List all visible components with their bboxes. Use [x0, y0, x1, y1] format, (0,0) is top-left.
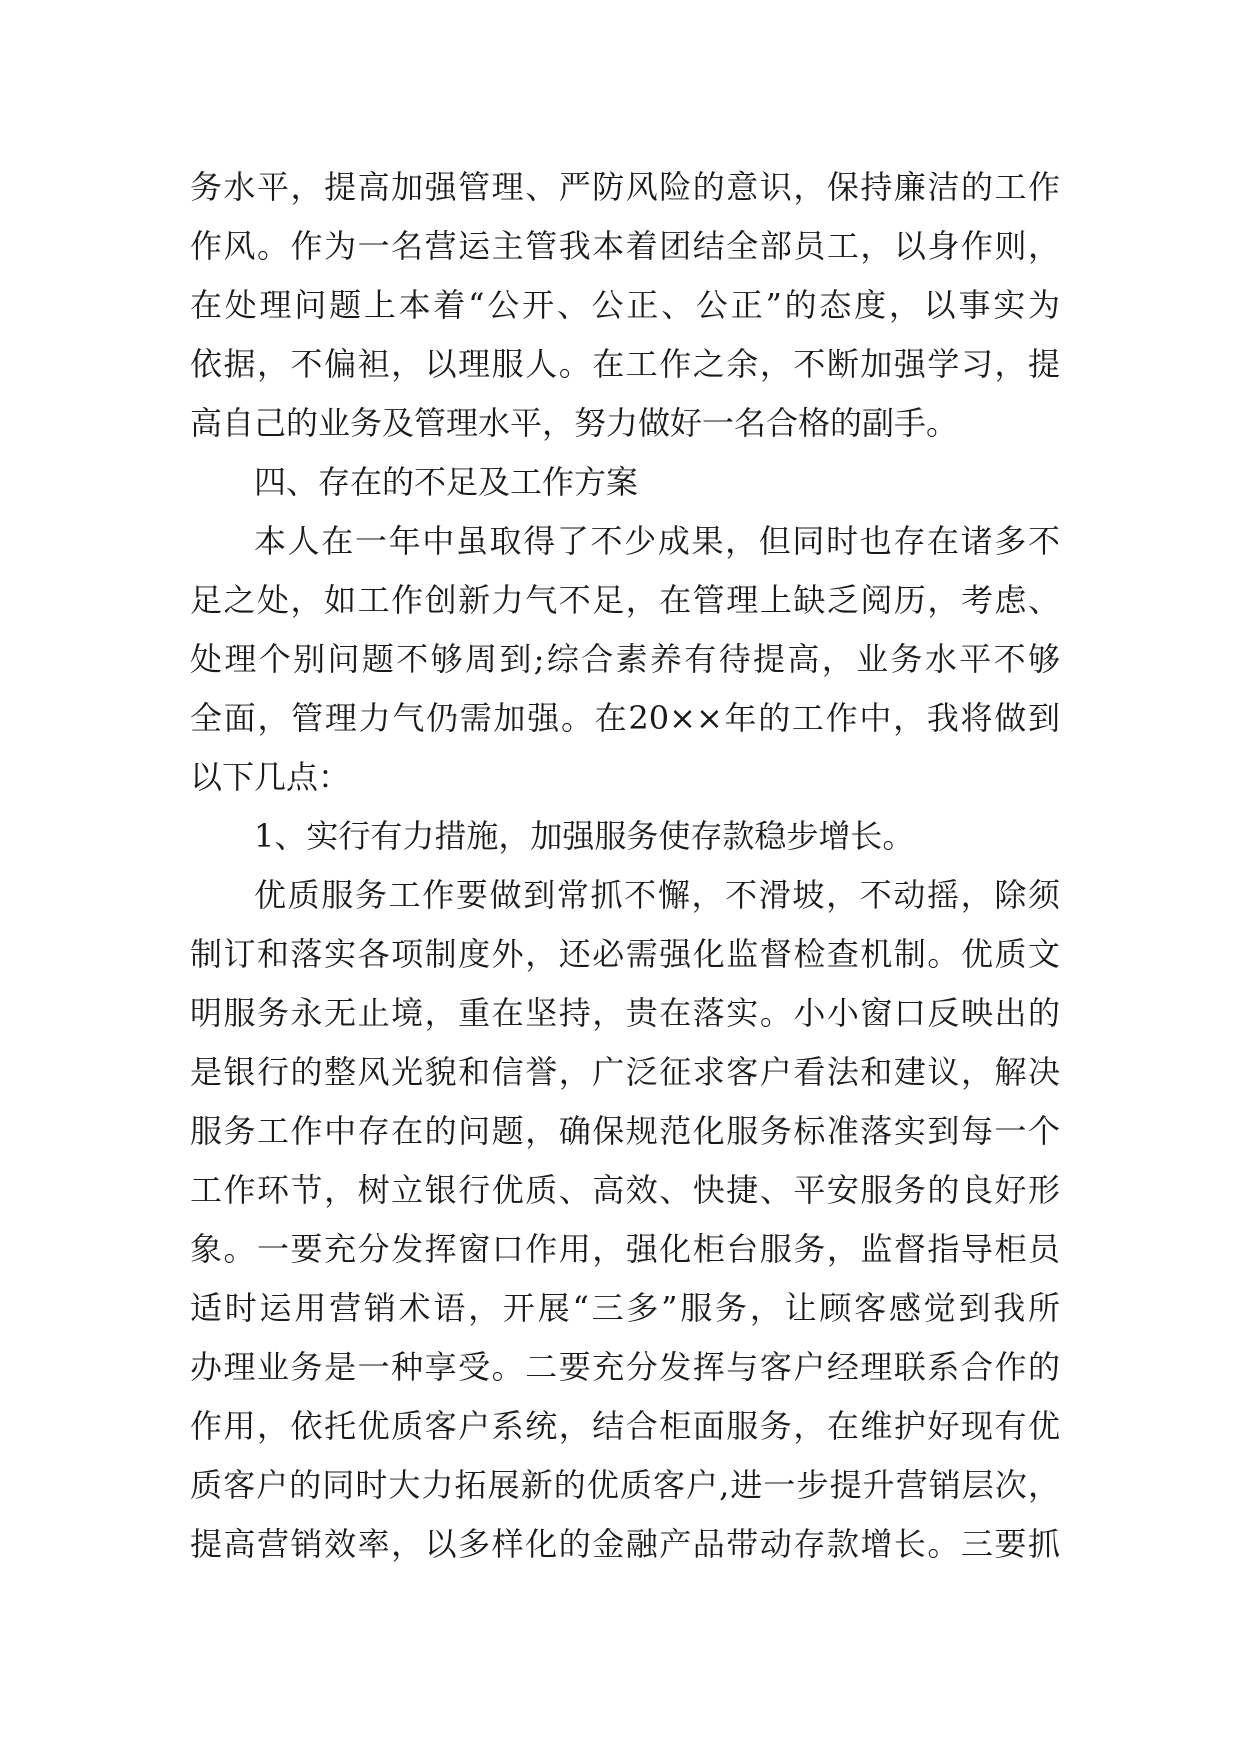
text-line: 以下几点： [190, 758, 351, 796]
text-line: 处理个别问题不够周到;综合素养有待提高，业务水平不够 [190, 640, 1060, 678]
text-line: 依据，不偏袒，以理服人。在工作之余，不断加强学习，提 [190, 345, 1060, 383]
text-line: 象。一要充分发挥窗口作用，强化柜台服务，监督指导柜员 [190, 1230, 1060, 1268]
text-line: 服务工作中存在的问题，确保规范化服务标准落实到每一个 [190, 1112, 1060, 1150]
text-line: 作风。作为一名营运主管我本着团结全部员工，以身作则， [190, 227, 1060, 265]
text-line: 质客户的同时大力拓展新的优质客户,进一步提升营销层次， [190, 1466, 1060, 1504]
text-line: 工作环节，树立银行优质、高效、快捷、平安服务的良好形 [190, 1171, 1060, 1209]
text-line: 提高营销效率，以多样化的金融产品带动存款增长。三要抓 [190, 1525, 1060, 1563]
text-line: 作用，依托优质客户系统，结合柜面服务，在维护好现有优 [190, 1407, 1060, 1445]
text-line: 1、实行有力措施，加强服务使存款稳步增长。 [254, 817, 915, 855]
body-text [190, 158, 1060, 1574]
text-line: 全面，管理力气仍需加强。在20××年的工作中，我将做到 [190, 699, 1060, 737]
text-line: 是银行的整风光貌和信誉，广泛征求客户看法和建议，解决 [190, 1053, 1060, 1091]
text-line: 明服务永无止境，重在坚持，贵在落实。小小窗口反映出的 [190, 994, 1060, 1032]
text-line: 优质服务工作要做到常抓不懈，不滑坡，不动摇，除须 [254, 876, 1060, 914]
text-line: 高自己的业务及管理水平，努力做好一名合格的副手。 [190, 404, 959, 442]
text-line: 务水平，提高加强管理、严防风险的意识，保持廉洁的工作 [190, 168, 1060, 206]
text-line: 制订和落实各项制度外，还必需强化监督检查机制。优质文 [190, 935, 1060, 973]
text-line: 适时运用营销术语，开展“三多”服务，让顾客感觉到我所 [190, 1289, 1060, 1327]
text-line: 办理业务是一种享受。二要充分发挥与客户经理联系合作的 [190, 1348, 1060, 1386]
text-line: 四、存在的不足及工作方案 [254, 463, 639, 501]
text-line: 足之处，如工作创新力气不足，在管理上缺乏阅历，考虑、 [190, 581, 1060, 619]
text-line: 在处理问题上本着“公开、公正、公正”的态度，以事实为 [190, 286, 1060, 324]
text-line: 本人在一年中虽取得了不少成果，但同时也存在诸多不 [254, 522, 1060, 560]
